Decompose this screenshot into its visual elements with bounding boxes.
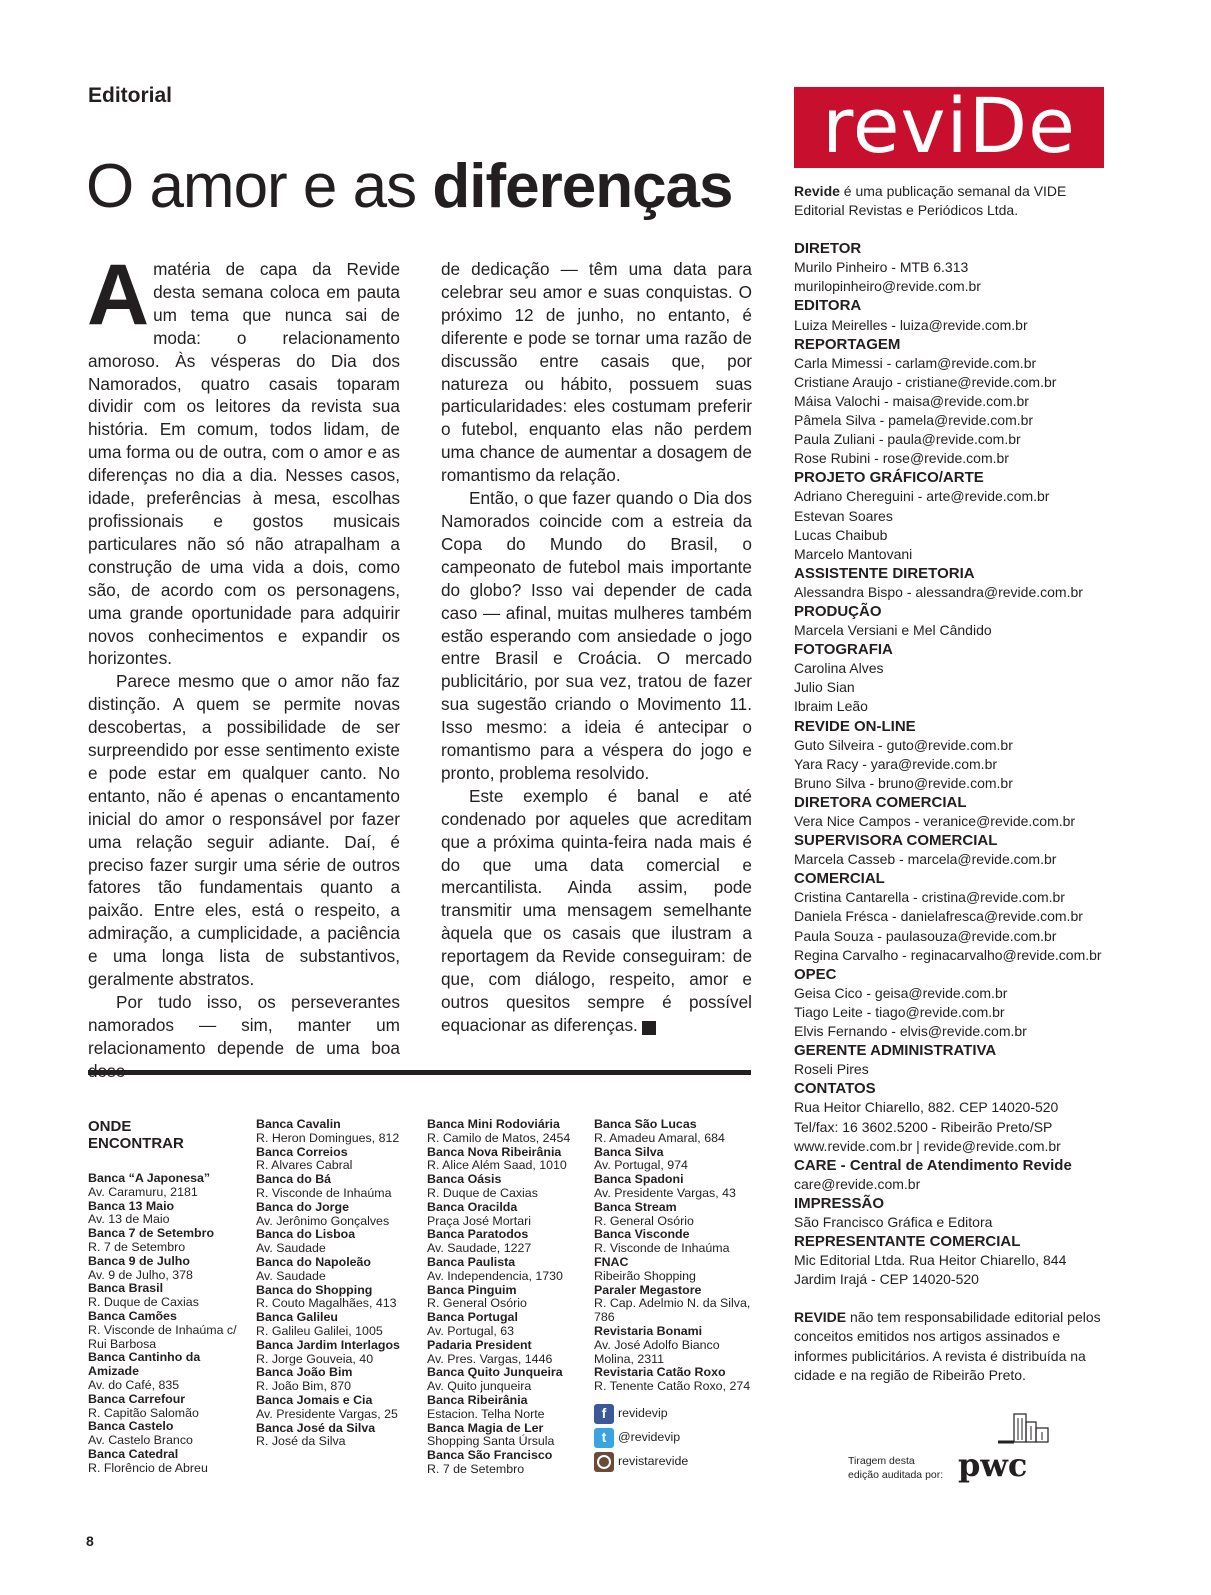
store-name: Paraler Megastore	[594, 1282, 702, 1297]
store-name: Banca do Napoleão	[256, 1254, 371, 1269]
instagram-icon	[594, 1452, 614, 1472]
store-address: Av. Portugal, 63	[427, 1323, 515, 1338]
list-item	[427, 1173, 592, 1201]
credit-line: Marcela Versiani e Mel Cândido	[794, 622, 992, 639]
credit-line: care@revide.com.br	[794, 1175, 921, 1192]
store-address: R. 7 de Setembro	[427, 1461, 525, 1476]
store-address: R. Florêncio de Abreu	[88, 1460, 208, 1475]
list-item	[427, 1422, 592, 1450]
list-item	[427, 1366, 592, 1394]
store-name: Banca Brasil	[88, 1281, 164, 1296]
paragraph-text: Este exemplo é banal e até condenado por aqueles que acreditam que a próxima quinta-feira nada mais é do que uma data comercial e mercantilista. Ainda assim, pode transmitir uma mensagem semelhante àquela que os casais que ilustram a reportagem da Revide conseguiram: de que, com diálogo, respeito, amor e outros quesitos sempre é possível equacionar as diferenças.	[441, 785, 752, 1035]
store-address: Av. Portugal, 974	[594, 1158, 688, 1173]
store-address: Av. 13 de Maio	[88, 1212, 170, 1227]
store-address: R. Duque de Caxias	[427, 1185, 538, 1200]
store-address: Av. Quito junqueira	[427, 1379, 532, 1394]
list-item	[88, 1200, 248, 1228]
article-column-1	[87, 247, 400, 1083]
list-item	[427, 1311, 592, 1339]
audit-text	[848, 1454, 943, 1482]
list-item	[594, 1146, 754, 1174]
credit-line: Yara Racy - yara@revide.com.br	[794, 755, 998, 772]
store-address: R. Couto Magalhães, 413	[256, 1296, 397, 1311]
article-paragraph: Por tudo isso, os perseverantes namorados — sim, manter um relacionamento depende de uma boa	[88, 992, 400, 1058]
list-item	[594, 1228, 754, 1256]
store-name: Banca Ribeirânia	[427, 1392, 528, 1407]
list-item	[256, 1118, 421, 1146]
store-name: Banca Nova Ribeirânia	[427, 1144, 562, 1159]
list-item	[594, 1366, 754, 1394]
credit-line: Marcela Casseb - marcela@revide.com.br	[794, 851, 1057, 868]
list-item	[427, 1449, 592, 1477]
credit-heading: REVIDE ON-LINE	[794, 717, 916, 735]
article-paragraph	[441, 785, 752, 1037]
social-instagram[interactable]	[594, 1450, 754, 1474]
credit-line: Ibraim Leão	[794, 698, 868, 715]
store-address: R. Visconde de Inhaúma	[256, 1185, 392, 1200]
list-item	[256, 1422, 421, 1450]
store-address: Av. Caramuru, 2181	[88, 1184, 198, 1199]
credit-line: Daniela Frésca - danielafresca@revide.com.br	[794, 908, 1083, 925]
where-column-2	[256, 1118, 421, 1449]
store-address: Av. José Adolfo Bianco Molina, 2311	[594, 1337, 720, 1366]
list-item	[256, 1394, 421, 1422]
disclaimer-brand: REVIDE	[794, 1309, 847, 1326]
credit-line: Estevan Soares	[794, 507, 893, 524]
list-item	[427, 1256, 592, 1284]
list-item	[427, 1228, 592, 1256]
credit-heading: IMPRESSÃO	[794, 1194, 885, 1212]
list-item	[88, 1310, 248, 1351]
list-item	[256, 1228, 421, 1256]
list-item	[256, 1284, 421, 1312]
store-address: R. Jorge Gouveia, 40	[256, 1351, 374, 1366]
list-item	[594, 1256, 754, 1284]
store-name: Banca Jardim Interlagos	[256, 1337, 400, 1352]
credit-heading: CONTATOS	[794, 1080, 876, 1098]
credit-line: Paula Zuliani - paula@revide.com.br	[794, 431, 1021, 448]
masthead-intro	[794, 182, 1114, 220]
masthead-credits	[794, 239, 1114, 1289]
twitter-icon: t	[594, 1428, 614, 1448]
where-list	[256, 1118, 421, 1449]
paragraph-text: matéria de capa da Revide desta semana coloca em pauta um tema que nunca sai de moda: o relacionamento amoroso. Às vésperas do Dia dos Namorados, quatro casais toparam dividir com os leitores da revista sua história. Em comum, todos lidam, de uma forma ou de outra, com o amor e as diferenças no dia a dia. Nesses casos, idade, preferências à mesa, escolhas profissionais e gostos musicais particulares não só não atrapalham a construção de uma vida a dois, como são, de acordo com os personagens, uma grande oportunidade para adquirir novos conhecimentos e expandir os horizontes.	[88, 259, 400, 669]
store-name: Banca 7 de Setembro	[88, 1226, 215, 1241]
store-address: Av. do Café, 835	[88, 1377, 180, 1392]
where-column-4	[594, 1118, 754, 1474]
social-links	[594, 1402, 754, 1474]
credit-heading: ASSISTENTE DIRETORIA	[794, 564, 975, 582]
store-address: Praça José Mortari	[427, 1213, 531, 1228]
store-address: Av. Presidente Vargas, 25	[256, 1406, 398, 1421]
store-name: Banca Cantinho da Amizade	[88, 1350, 201, 1379]
article-paragraph	[87, 247, 400, 670]
where-list	[427, 1118, 592, 1477]
credit-heading: DIRETORA COMERCIAL	[794, 793, 967, 811]
credit-heading: REPORTAGEM	[794, 335, 901, 353]
store-name: Banca Spadoni	[594, 1172, 684, 1187]
list-item	[256, 1366, 421, 1394]
credit-line: Alessandra Bispo - alessandra@revide.com.br	[794, 583, 1083, 600]
credit-line: Julio Sian	[794, 679, 855, 696]
credit-heading: DIRETOR	[794, 240, 862, 258]
audit-line: edição auditada por:	[848, 1469, 944, 1481]
credit-heading: COMERCIAL	[794, 870, 885, 888]
store-name: Banca 9 de Julho	[88, 1253, 190, 1268]
list-item	[88, 1420, 248, 1448]
pwc-logo: pwc	[958, 1446, 1028, 1484]
store-name: Banca Silva	[594, 1144, 664, 1159]
credit-heading: PRODUÇÃO	[794, 602, 882, 620]
credit-heading: GERENTE ADMINISTRATIVA	[794, 1042, 997, 1060]
store-name: Banca São Lucas	[594, 1117, 697, 1131]
store-name: Banca Cavalin	[256, 1117, 341, 1131]
store-name: Banca Oracilda	[427, 1199, 518, 1214]
store-address: R. 7 de Setembro	[88, 1239, 186, 1254]
list-item	[88, 1351, 248, 1392]
credit-heading: SUPERVISORA COMERCIAL	[794, 832, 998, 850]
credit-line: Guto Silveira - guto@revide.com.br	[794, 736, 1013, 753]
where-title-line: ONDE	[88, 1118, 132, 1135]
list-item	[594, 1201, 754, 1229]
credit-line: Luiza Meirelles - luiza@revide.com.br	[794, 316, 1028, 333]
list-item	[427, 1339, 592, 1367]
store-address: R. Visconde de Inhaúma c/ Rui Barbosa	[88, 1322, 237, 1351]
list-item	[594, 1173, 754, 1201]
store-address: R. General Osório	[427, 1296, 527, 1311]
revide-logo: reviDe	[794, 87, 1104, 168]
credit-line: Mic Editorial Ltda. Rua Heitor Chiarello, 844	[794, 1252, 1067, 1269]
store-name: Banca do Jorge	[256, 1199, 349, 1214]
list-item	[88, 1448, 248, 1476]
store-address: R. Alvares Cabral	[256, 1158, 353, 1173]
credit-line: Marcelo Mantovani	[794, 545, 913, 562]
list-item	[427, 1118, 592, 1146]
where-column-1	[88, 1118, 248, 1476]
credit-heading: EDITORA	[794, 297, 862, 315]
store-name: Banca José da Silva	[256, 1420, 376, 1435]
article-paragraph: Então, o que fazer quando o Dia dos Namorados coincide com a estreia da Copa do Mundo do Brasil, o campeonato de futebol mais importante do globo? Isso vai depender de cada caso — afinal, muitas mulheres também estão esperando com ansiedade o jogo entre Brasil e Croácia. O mercado publicitário, por sua vez, tratou de fazer sua sugestão criando o Movimento 11. Isso mesmo: a ideia é antecipar o romantismo para a véspera do jogo e pronto, problema resolvido.	[441, 488, 752, 783]
masthead-disclaimer	[794, 1308, 1114, 1384]
store-name: Banca São Francisco	[427, 1448, 553, 1463]
store-name: Banca Paulista	[427, 1254, 516, 1269]
store-name: Banca Jomais e Cia	[256, 1392, 373, 1407]
article-column-2	[441, 258, 752, 1037]
store-address: Av. Jerônimo Gonçalves	[256, 1213, 390, 1228]
store-address: Av. Presidente Vargas, 43	[594, 1185, 736, 1200]
store-address: R. José da Silva	[256, 1434, 346, 1449]
store-name: Banca João Bim	[256, 1365, 353, 1380]
store-name: FNAC	[594, 1254, 629, 1269]
list-item	[256, 1146, 421, 1174]
list-item	[256, 1339, 421, 1367]
store-address: R. Cap. Adelmio N. da Silva, 786	[594, 1296, 751, 1325]
list-item	[594, 1284, 754, 1325]
store-address: R. Heron Domingues, 812	[256, 1130, 400, 1145]
store-address: Estacion. Telha Norte	[427, 1406, 545, 1421]
credit-heading: FOTOGRAFIA	[794, 641, 893, 659]
credit-line: Tiago Leite - tiago@revide.com.br	[794, 1003, 1005, 1020]
credit-line: Rua Heitor Chiarello, 882. CEP 14020-520	[794, 1099, 1059, 1116]
credit-line: Jardim Irajá - CEP 14020-520	[794, 1271, 979, 1288]
pwc-graphic-icon	[998, 1412, 1050, 1444]
store-address: R. Amadeu Amaral, 684	[594, 1130, 725, 1145]
headline-light: O amor e as	[86, 152, 433, 221]
audit-block	[848, 1412, 1068, 1482]
where-list	[594, 1118, 754, 1394]
credit-line: Paula Souza - paulasouza@revide.com.br	[794, 927, 1057, 944]
store-name: Banca Camões	[88, 1308, 177, 1323]
where-list	[88, 1172, 248, 1476]
store-name: Padaria President	[427, 1337, 532, 1352]
credit-line: Rose Rubini - rose@revide.com.br	[794, 450, 1009, 467]
store-address: Av. Independencia, 1730	[427, 1268, 563, 1283]
credit-line: Vera Nice Campos - veranice@revide.com.br	[794, 813, 1076, 829]
disclaimer-text: não tem responsabilidade editorial pelos conceitos emitidos nos artigos assinados e informes publicitários. A revista é distribuída na cidade e na região de Ribeirão Preto.	[794, 1309, 1101, 1383]
store-name: Banca Stream	[594, 1199, 677, 1214]
credit-line: Bruno Silva - bruno@revide.com.br	[794, 774, 1013, 791]
store-name: Banca Correios	[256, 1144, 348, 1159]
where-title	[88, 1118, 248, 1152]
credit-heading: REPRESENTANTE COMERCIAL	[794, 1233, 1021, 1251]
store-address: Av. 9 de Julho, 378	[88, 1267, 193, 1282]
list-item	[88, 1172, 248, 1200]
store-address: Av. Pres. Vargas, 1446	[427, 1351, 553, 1366]
store-name: Banca Carrefour	[88, 1391, 186, 1406]
store-name: Banca Galileu	[256, 1310, 338, 1325]
store-address: Av. Saudade	[256, 1241, 326, 1256]
store-address: R. Tenente Catão Roxo, 274	[594, 1379, 751, 1394]
store-name: Banca do Bá	[256, 1172, 332, 1187]
credit-line: www.revide.com.br | revide@revide.com.br	[794, 1137, 1061, 1154]
list-item	[427, 1284, 592, 1312]
section-label: Editorial	[88, 84, 173, 107]
social-handle[interactable]: revidevip	[618, 1406, 668, 1421]
store-name: Banca Pinguim	[427, 1282, 517, 1297]
social-facebook[interactable]	[594, 1402, 754, 1426]
store-address: R. Alice Além Saad, 1010	[427, 1158, 567, 1173]
list-item	[594, 1118, 754, 1146]
credit-line: Roseli Pires	[794, 1061, 869, 1078]
store-address: Ribeirão Shopping	[594, 1268, 696, 1283]
page-number: 8	[86, 1533, 94, 1549]
section-divider	[88, 1070, 751, 1075]
credit-line: murilopinheiro@revide.com.br	[794, 278, 981, 295]
drop-cap: A	[87, 247, 150, 343]
credit-line: Lucas Chaibub	[794, 526, 888, 543]
list-item	[88, 1393, 248, 1421]
store-address: Shopping Santa Úrsula	[427, 1434, 555, 1449]
social-handle[interactable]: @revidevip	[618, 1430, 681, 1445]
social-handle[interactable]: revistarevide	[618, 1454, 689, 1469]
store-address: R. General Osório	[594, 1213, 694, 1228]
credit-line: Máisa Valochi - maisa@revide.com.br	[794, 392, 1029, 409]
list-item	[256, 1173, 421, 1201]
credit-line: Tel/fax: 16 3602.5200 - Ribeirão Preto/SP	[794, 1118, 1053, 1135]
store-address: Av. Saudade	[256, 1268, 326, 1283]
store-address: R. Visconde de Inhaúma	[594, 1241, 730, 1256]
masthead	[794, 182, 1114, 1385]
store-name: Banca Catedral	[88, 1446, 179, 1461]
store-name: Banca 13 Maio	[88, 1198, 175, 1213]
store-name: Banca do Shopping	[256, 1282, 373, 1297]
list-item	[256, 1256, 421, 1284]
list-item	[88, 1282, 248, 1310]
store-address: R. Duque de Caxias	[88, 1295, 199, 1310]
credit-line: São Francisco Gráfica e Editora	[794, 1213, 993, 1230]
where-column-3	[427, 1118, 592, 1477]
credit-line: Pâmela Silva - pamela@revide.com.br	[794, 412, 1034, 429]
list-item	[256, 1201, 421, 1229]
list-item	[427, 1394, 592, 1422]
end-mark-icon: r	[642, 1021, 656, 1035]
list-item	[88, 1227, 248, 1255]
store-name: Banca do Lisboa	[256, 1227, 356, 1242]
store-address: Av. Castelo Branco	[88, 1433, 193, 1448]
store-address: R. Galileu Galilei, 1005	[256, 1323, 383, 1338]
list-item	[427, 1201, 592, 1229]
credit-line: Regina Carvalho - reginacarvalho@revide.com.br	[794, 946, 1102, 963]
article-paragraph: Parece mesmo que o amor não faz distinção. A quem se permite novas descobertas, a possibilidade de ser surpreendido por esse sentimento existe e pode estar em qualquer canto. No entanto, não é apenas o encantamento inicial do amor o responsável por fazer uma relação seguir adiante. Daí, é preciso fazer surgir uma série de outros fatores tão fundamentais quanto a paixão. Entre eles, está o respeito, a admiração, a cumplicidade, a paciência e uma longa lista de substantivos, geralmente abstratos.	[88, 671, 400, 990]
credit-line: Carla Mimessi - carlam@revide.com.br	[794, 354, 1037, 371]
store-name: Banca Castelo	[88, 1419, 174, 1434]
credit-line: Geisa Cico - geisa@revide.com.br	[794, 984, 1008, 1001]
intro-text: é uma publicação semanal da VIDE Editorial Revistas e Periódicos Ltda.	[794, 183, 1067, 219]
credit-line: Cristiane Araujo - cristiane@revide.com.br	[794, 373, 1057, 390]
list-item	[256, 1311, 421, 1339]
credit-heading: PROJETO GRÁFICO/ARTE	[794, 469, 984, 487]
store-address: R. João Bim, 870	[256, 1379, 352, 1394]
store-name: Banca Quito Junqueira	[427, 1365, 563, 1380]
audit-line: Tiragem desta	[848, 1455, 915, 1467]
store-name: Revistaria Bonami	[594, 1323, 703, 1338]
store-name: Revistaria Catão Roxo	[594, 1365, 726, 1380]
credit-line: Adriano Chereguini - arte@revide.com.br	[794, 488, 1050, 505]
social-twitter[interactable]	[594, 1426, 754, 1450]
list-item	[88, 1255, 248, 1283]
store-address: Av. Saudade, 1227	[427, 1241, 532, 1256]
facebook-icon: f	[594, 1404, 614, 1424]
article-paragraph: de dedicação — têm uma data para celebrar seu amor e suas conquistas. O próximo 12 de junho, no entanto, é diferente e pode se tornar uma razão de discussão entre casais que, por natureza ou hábito, possuem suas particularidades: eles costumam preferir o futebol, enquanto elas não perdem uma chance de aumentar a dosagem de romantismo da relação.	[441, 259, 752, 486]
credit-heading: OPEC	[794, 965, 837, 983]
store-name: Banca “A Japonesa”	[88, 1171, 211, 1185]
store-name: Banca Oásis	[427, 1172, 502, 1187]
where-title-line: ENCONTRAR	[88, 1135, 184, 1152]
store-address: R. Capitão Salomão	[88, 1405, 199, 1420]
credit-line: Carolina Alves	[794, 660, 884, 677]
store-address: R. Camilo de Matos, 2454	[427, 1130, 571, 1145]
store-name: Banca Paratodos	[427, 1227, 529, 1242]
credit-line: Cristina Cantarella - cristina@revide.com.br	[794, 889, 1065, 906]
credit-line: Elvis Fernando - elvis@revide.com.br	[794, 1023, 1027, 1040]
credit-line: Murilo Pinheiro - MTB 6.313	[794, 259, 969, 276]
headline-bold: diferenças	[432, 152, 733, 221]
list-item	[594, 1325, 754, 1366]
store-name: Banca Mini Rodoviária	[427, 1117, 560, 1131]
store-name: Banca Magia de Ler	[427, 1420, 544, 1435]
store-name: Banca Visconde	[594, 1227, 690, 1242]
headline	[86, 150, 733, 224]
store-name: Banca Portugal	[427, 1310, 518, 1325]
intro-brand: Revide	[794, 183, 840, 199]
list-item	[427, 1146, 592, 1174]
credit-heading: CARE - Central de Atendimento Revide	[794, 1156, 1072, 1174]
